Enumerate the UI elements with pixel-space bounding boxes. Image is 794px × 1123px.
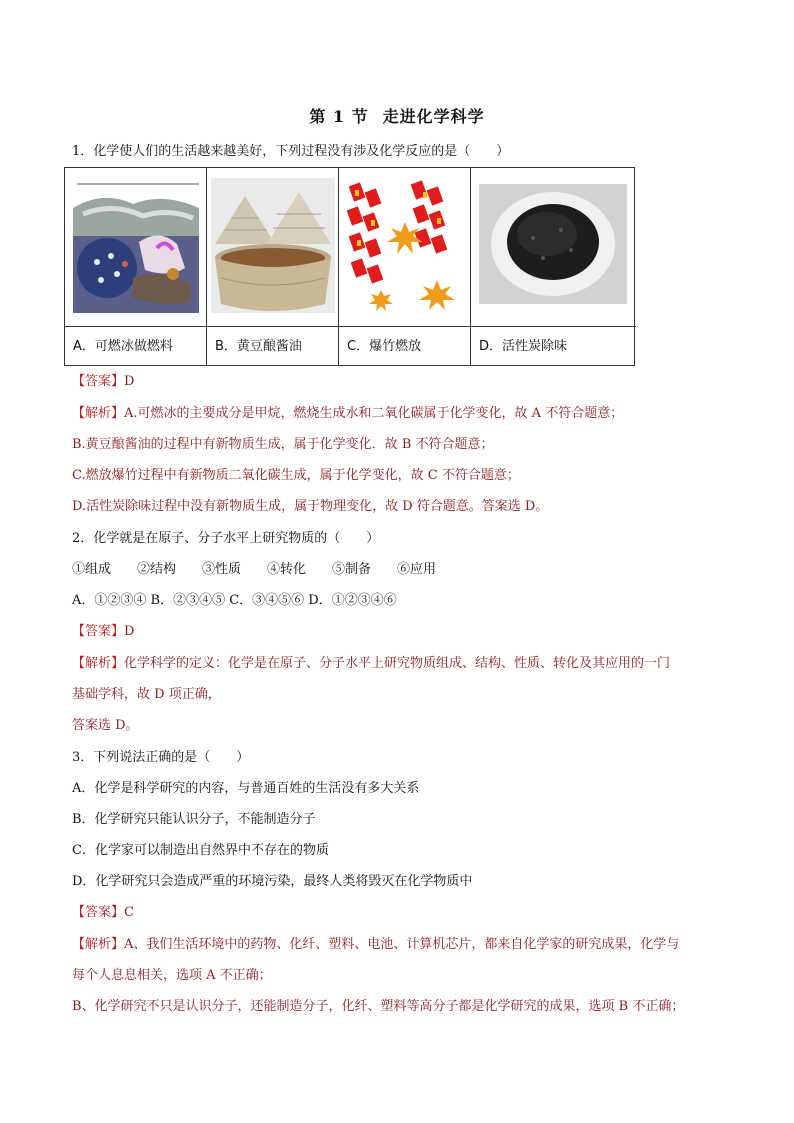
q3-option-d: D．化学研究只会造成严重的环境污染，最终人类将毁灭在化学物质中 — [72, 874, 473, 889]
q1-option-d-label: D．活性炭除味 — [471, 326, 636, 366]
q2-answer — [72, 623, 134, 641]
q3-option-c: C．化学家可以制造出自然界中不存在的物质 — [72, 843, 329, 858]
page-title — [0, 104, 794, 127]
q2-items: ①组成 ②结构 ③性质 ④转化 ⑤制备 ⑥应用 — [72, 562, 437, 577]
q1-stem: 1．化学使人们的生活越来越美好，下列过程没有涉及化学反应的是（ ） — [72, 144, 510, 159]
q3-option-a: A．化学是科学研究的内容，与普通百姓的生活没有多大关系 — [72, 781, 420, 796]
q1-analysis-line-3: C.燃放爆竹过程中有新物质二氧化碳生成，属于化学变化，故 C 不符合题意； — [72, 468, 520, 483]
firecracker-image — [341, 178, 469, 313]
q1-options-table — [64, 167, 635, 366]
analysis-tag: 【解析】 — [72, 937, 125, 952]
q1-analysis-line-1: 【解析】A.可燃冰的主要成分是甲烷，燃烧生成水和二氧化碳属于化学变化，故 A 不符合题意； — [72, 406, 624, 421]
q2-options: A．①②③④ B．②③④⑤ C．③④⑤⑥ D．①②③④⑥ — [72, 593, 397, 608]
q2-analysis-line-2: 基础学科，故 D 项正确， — [72, 687, 221, 702]
soy-sauce-image — [211, 178, 335, 313]
section-number: 第 1 节 — [309, 107, 369, 126]
q3-option-b: B．化学研究只能认识分子，不能制造分子 — [72, 812, 316, 827]
q1-answer — [72, 373, 134, 391]
combustible-ice-image — [73, 178, 199, 313]
answer-value: D — [124, 624, 135, 639]
q3-stem: 3．下列说法正确的是（ ） — [72, 750, 250, 765]
q2-stem: 2．化学就是在原子、分子水平上研究物质的（ ） — [72, 531, 380, 546]
q1-option-a-label: A．可燃冰做燃料 — [65, 326, 206, 366]
q3-analysis-line-3: B、化学研究不只是认识分子，还能制造分子，化纤、塑料等高分子都是化学研究的成果，选项 B 不正确； — [72, 999, 685, 1014]
q3-answer — [72, 904, 134, 922]
q1-option-d — [471, 168, 636, 365]
q2-analysis-line-1: 【解析】化学科学的定义：化学是在原子、分子水平上研究物质组成、结构、性质、转化及其应用的一门 — [72, 656, 671, 671]
answer-value: C — [124, 905, 134, 920]
q1-option-c-label: C．爆竹燃放 — [339, 326, 470, 366]
answer-tag: 【答案】 — [72, 624, 125, 639]
analysis-tag: 【解析】 — [72, 406, 125, 421]
analysis-tag: 【解析】 — [72, 656, 125, 671]
q3-analysis-line-1: 【解析】A、我们生活环境中的药物、化纤、塑料、电池、计算机芯片，都来自化学家的研究成果，化学与 — [72, 937, 680, 952]
q1-option-c — [339, 168, 471, 365]
q2-analysis-line-3: 答案选 D。 — [72, 718, 139, 733]
q1-option-b-label: B．黄豆酿酱油 — [207, 326, 338, 366]
q1-analysis-line-4: D.活性炭除味过程中没有新物质生成，属于物理变化，故 D 符合题意。答案选 D。 — [72, 499, 549, 514]
answer-tag: 【答案】 — [72, 374, 125, 389]
activated-carbon-image — [477, 178, 629, 313]
section-name: 走进化学科学 — [382, 107, 485, 126]
q1-option-a — [65, 168, 207, 365]
q1-option-b — [207, 168, 339, 365]
answer-tag: 【答案】 — [72, 905, 125, 920]
q3-analysis-line-2: 每个人息息相关，选项 A 不正确； — [72, 968, 272, 983]
q1-analysis-line-2: B.黄豆酿酱油的过程中有新物质生成，属于化学变化．故 B 不符合题意； — [72, 437, 494, 452]
answer-value: D — [124, 374, 135, 389]
